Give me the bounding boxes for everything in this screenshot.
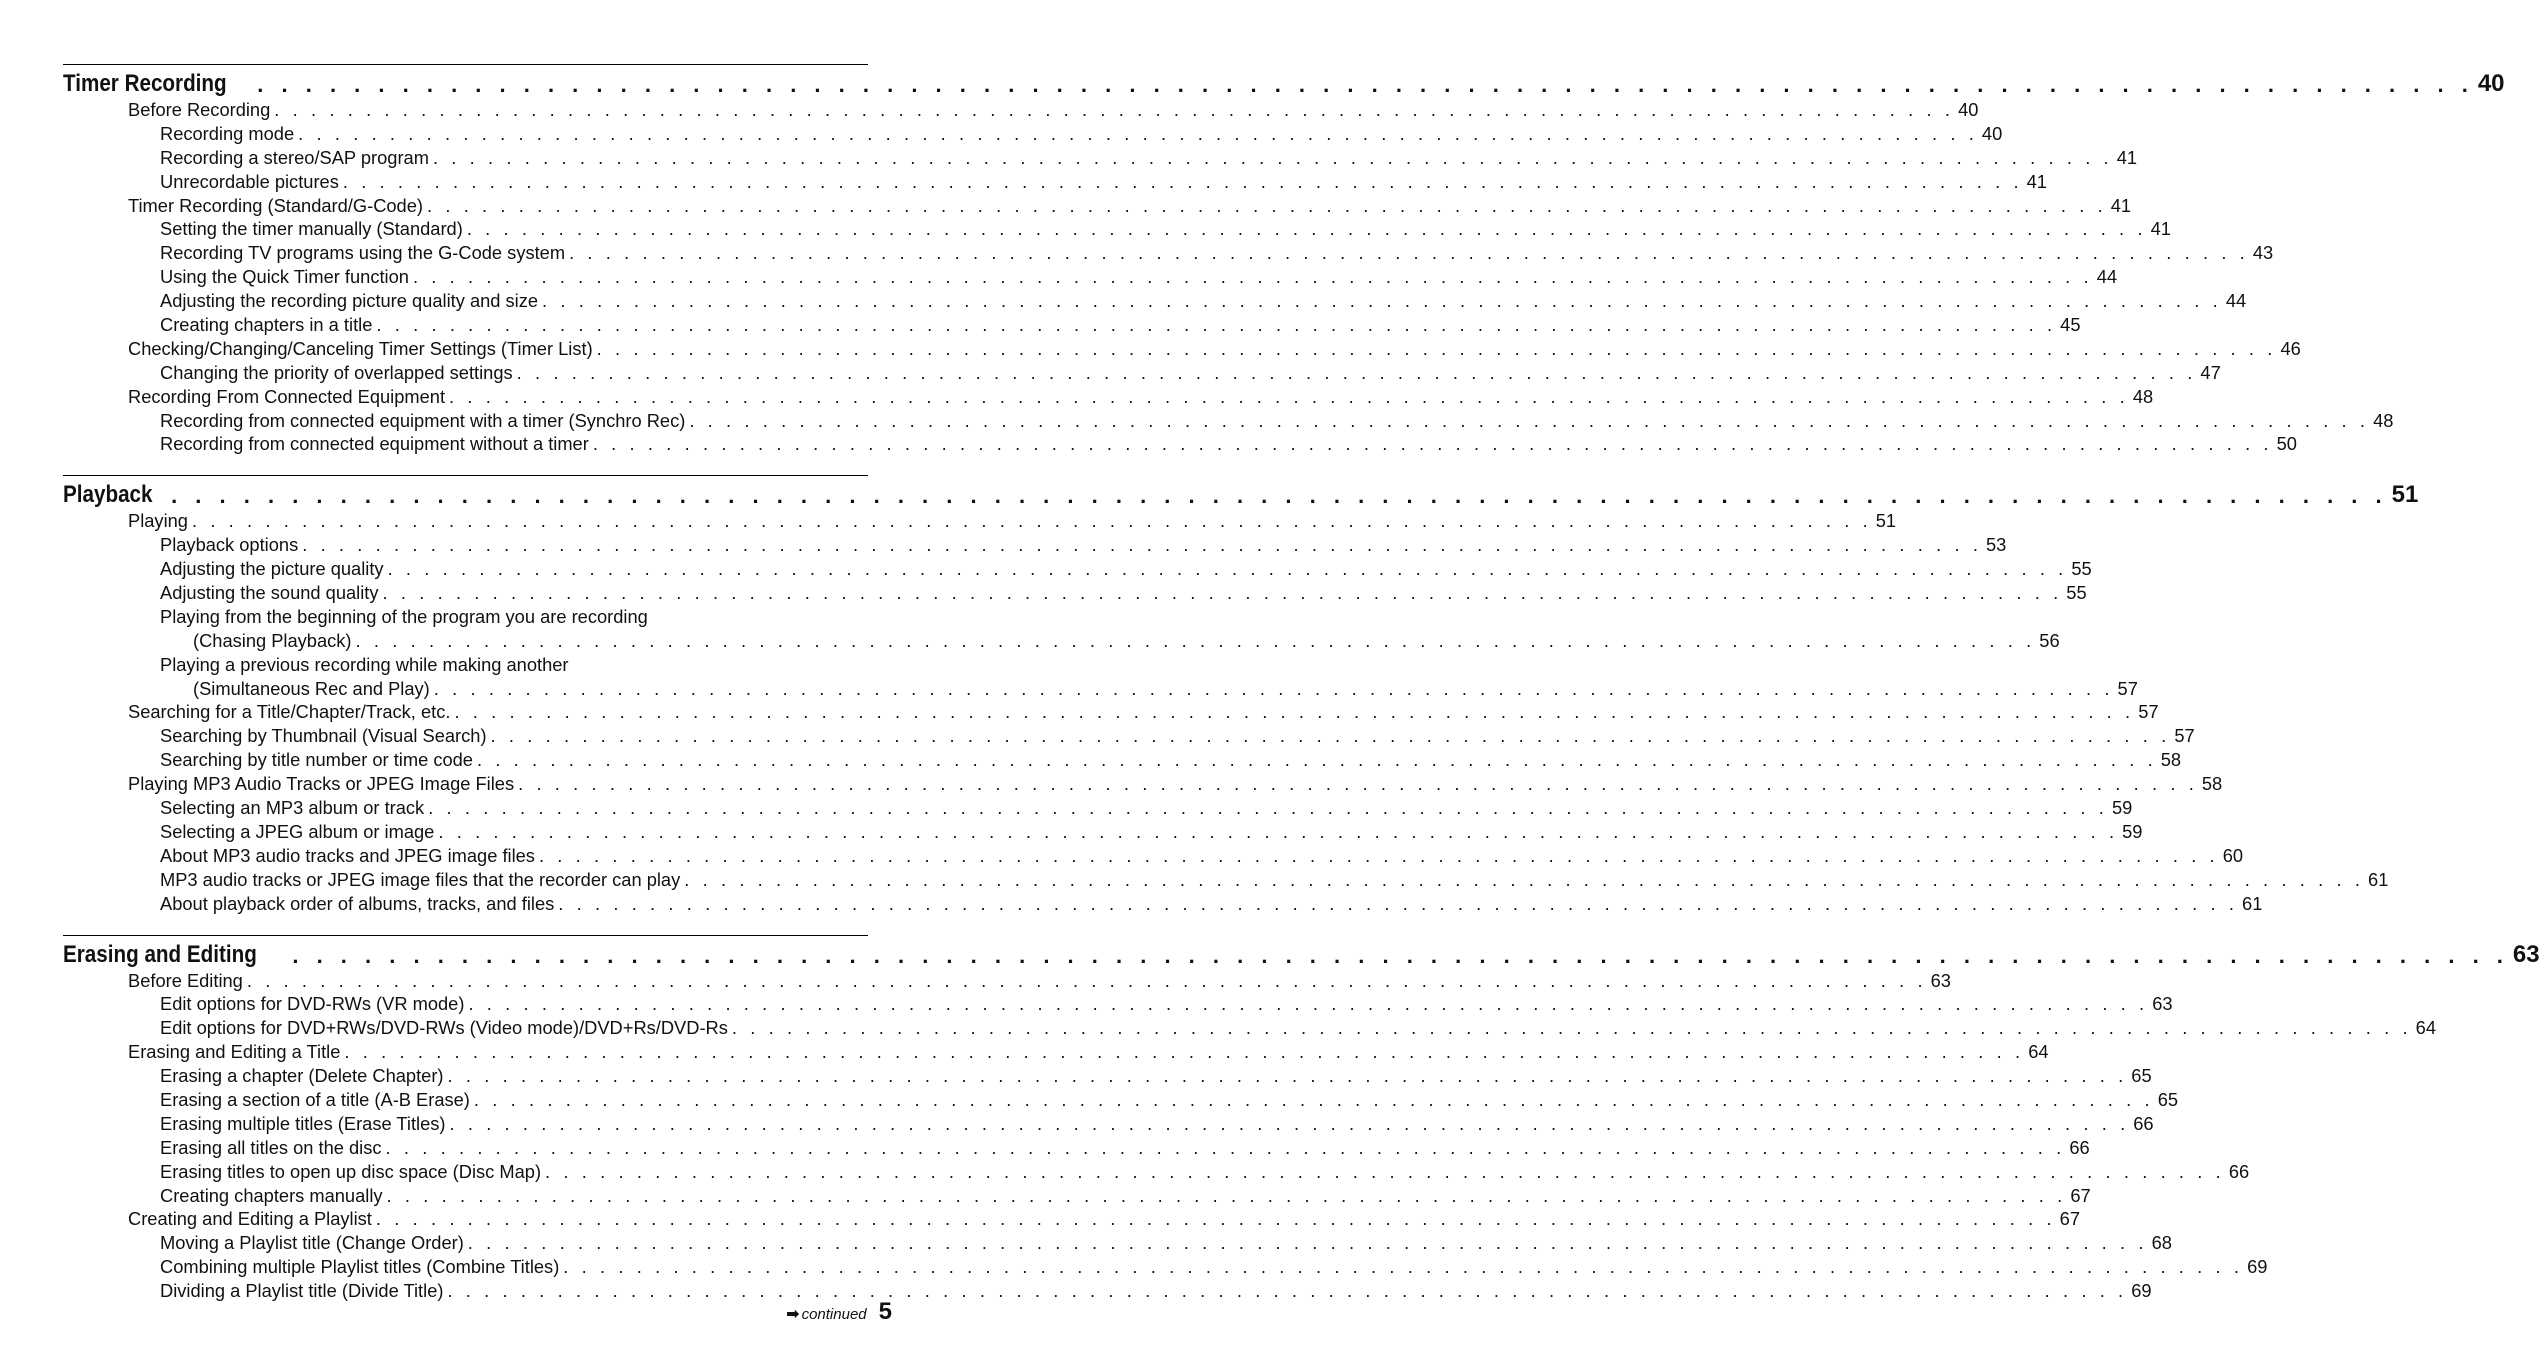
toc-entry[interactable] [63, 170, 2047, 194]
toc-entry[interactable] [63, 796, 2133, 820]
dot-leader: . . . . . . . . . . . . . . . . . . . . . . . . . . . . . . . . . . . . . . . . . . . . . . . . . . . . . . . . . . . . . . . . . . . . . . . . . . . . . . . . . . . . . . . . . . . . [731, 1017, 2412, 1039]
toc-entry[interactable] [63, 194, 2132, 218]
entry-page: 40 [1958, 99, 1979, 120]
entry-page: 41 [2150, 218, 2171, 240]
dot-leader: . . . . . . . . . . . . . . . . . . . . . . . . . . . . . . . . . . . . . . . . . . . . . . . . . . . . . . . . . . . . . . . . . . . . . . . . . . . . . . . . . . . . . . . . . . . . [467, 1232, 2148, 1254]
entry-page: 57 [2138, 701, 2159, 723]
toc-entry[interactable] [63, 772, 2223, 796]
entry-title: Before Recording [128, 99, 271, 120]
entry-title: Recording from connected equipment with a timer (Synchro Rec) [160, 409, 686, 431]
entry-page: 67 [2059, 1208, 2081, 1230]
dot-leader: . . . . . . . . . . . . . . . . . . . . . . . . . . . . . . . . . . . . . . . . . . . . . . . . . . . . . . . . . . . . . . . . . . . . . . . . . . . . . . . . . . . . . . . . . . . . [542, 290, 2222, 312]
entry-page: 69 [2247, 1256, 2268, 1278]
entry-page: 41 [2026, 170, 2047, 192]
toc-entry[interactable] [63, 533, 2007, 557]
dot-leader: . . . . . . . . . . . . . . . . . . . . . . . . . . . . . . . . . . . . . . . . . . . . . . . . . . . . . . . . . . . . . . . . . . . . . . . . . . . . . . . . . . . . . . . . . . . . [490, 725, 2171, 747]
dot-leader: . . . . . . . . . . . . . . . . . . . . . . . . . . . . . . . . . . . . . . . . . . . . . . . . . . . . . . . . . . . . . . . . . . . . . . . . . . . . . . . . . . . . . . . . . . . . [449, 385, 2129, 407]
entry-page: 43 [2252, 242, 2274, 264]
toc-entry[interactable] [63, 385, 2154, 409]
dot-leader: . . . . . . . . . . . . . . . . . . . . . . . . . . . . . . . . . . . . . . . . . . . . . . . . . . . . . . . . . . . . . . . . . . . . . . . . . . . . . . . . . . . . . . . . . . . . [171, 483, 2388, 509]
dot-leader: . . . . . . . . . . . . . . . . . . . . . . . . . . . . . . . . . . . . . . . . . . . . . . . . . . . . . . . . . . . . . . . . . . . . . . . . . . . . . . . . . . . . . . . . . . . . [689, 409, 2370, 431]
toc-entry[interactable] [63, 700, 2159, 724]
entry-title: Playing MP3 Audio Tracks or JPEG Image Files [128, 773, 515, 795]
dot-leader: . . . . . . . . . . . . . . . . . . . . . . . . . . . . . . . . . . . . . . . . . . . . . . . . . . . . . . . . . . . . . . . . . . . . . . . . . . . . . . . . . . . . . . . . . . . . [386, 1184, 2067, 1206]
entry-title: Adjusting the sound quality [160, 582, 379, 604]
section-heading[interactable] [63, 936, 2540, 969]
toc-section [63, 475, 2419, 915]
toc-entry[interactable] [63, 241, 2274, 265]
dot-leader: . . . . . . . . . . . . . . . . . . . . . . . . . . . . . . . . . . . . . . . . . . . . . . . . . . . . . . . . . . . . . . . . . . . . . . . . . . . . . . . . . . . . . . . . . . . . [538, 844, 2219, 866]
dot-leader: . . . . . . . . . . . . . . . . . . . . . . . . . . . . . . . . . . . . . . . . . . . . . . . . . . . . . . . . . . . . . . . . . . . . . . . . . . . . . . . . . . . . . . . . . . . . [592, 433, 2273, 455]
toc-entry[interactable] [63, 146, 2138, 170]
entry-page: 64 [2028, 1041, 2049, 1063]
toc-entry[interactable] [63, 677, 2138, 701]
toc-entry[interactable] [63, 581, 2087, 605]
entry-title: Recording TV programs using the G-Code system [160, 242, 566, 264]
toc-entry[interactable] [63, 1112, 2154, 1136]
entry-title: Erasing all titles on the disc [160, 1136, 382, 1158]
dot-leader: . . . . . . . . . . . . . . . . . . . . . . . . . . . . . . . . . . . . . . . . . . . . . . . . . . . . . . . . . . . . . . . . . . . . . . . . . . . . . . . . . . . . . . . . . . . . [447, 1065, 2128, 1087]
toc-entry[interactable] [63, 892, 2263, 916]
dot-leader: . . . . . . . . . . . . . . . . . . . . . . . . . . . . . . . . . . . . . . . . . . . . . . . . . . . . . . . . . . . . . . . . . . . . . . . . . . . . . . . . . . . . . . . . . . . . [274, 99, 1955, 120]
toc-entry[interactable] [63, 1136, 2090, 1160]
dot-leader: . . . . . . . . . . . . . . . . . . . . . . . . . . . . . . . . . . . . . . . . . . . . . . . . . . . . . . . . . . . . . . . . . . . . . . . . . . . . . . . . . . . . . . . . . . . . [684, 868, 2365, 890]
toc-entry[interactable] [63, 1064, 2152, 1088]
dot-leader: . . . . . . . . . . . . . . . . . . . . . . . . . . . . . . . . . . . . . . . . . . . . . . . . . . . . . . . . . . . . . . . . . . . . . . . . . . . . . . . . . . . . . . . . . . . . [376, 314, 2057, 336]
toc-entry[interactable] [63, 724, 2195, 748]
entry-title: (Chasing Playback) [193, 629, 352, 651]
toc-entry[interactable] [63, 1040, 2049, 1064]
dot-leader: . . . . . . . . . . . . . . . . . . . . . . . . . . . . . . . . . . . . . . . . . . . . . . . . . . . . . . . . . . . . . . . . . . . . . . . . . . . . . . . . . . . . . . . . . . . . [516, 361, 2197, 383]
section-page: 40 [2477, 70, 2505, 97]
entry-page: 55 [2071, 558, 2092, 580]
entry-page: 58 [2160, 749, 2182, 771]
toc-entry[interactable] [63, 337, 2301, 361]
entry-title: Erasing a chapter (Delete Chapter) [160, 1065, 444, 1087]
entry-title: Creating and Editing a Playlist [128, 1208, 372, 1230]
entry-title: Recording from connected equipment without a timer [160, 433, 589, 455]
entry-page: 57 [2117, 677, 2138, 699]
toc-entry[interactable] [63, 844, 2244, 868]
toc-entry[interactable] [63, 1279, 2152, 1303]
entry-page: 45 [2060, 314, 2081, 336]
entry-title: Edit options for DVD+RWs/DVD-RWs (Video mode)/DVD+Rs/DVD-Rs [160, 1017, 728, 1039]
dot-leader: . . . . . . . . . . . . . . . . . . . . . . . . . . . . . . . . . . . . . . . . . . . . . . . . . . . . . . . . . . . . . . . . . . . . . . . . . . . . . . . . . . . . . . . . . . . . [563, 1256, 2244, 1278]
entry-page: 44 [2225, 290, 2247, 312]
toc-entry[interactable] [63, 361, 2221, 385]
toc-entry[interactable] [63, 289, 2247, 313]
toc-entry[interactable] [63, 1016, 2437, 1040]
entry-title: Moving a Playlist title (Change Order) [160, 1232, 464, 1254]
toc-entry[interactable] [63, 217, 2171, 241]
section-heading[interactable] [63, 65, 2505, 98]
entry-title: Erasing multiple titles (Erase Titles) [160, 1112, 446, 1134]
section-title: Playback [63, 481, 153, 509]
entry-page: 58 [2201, 773, 2223, 795]
dot-leader: . . . . . . . . . . . . . . . . . . . . . . . . . . . . . . . . . . . . . . . . . . . . . . . . . . . . . . . . . . . . . . . . . . . . . . . . . . . . . . . . . . . . . . . . . . . . [447, 1280, 2128, 1302]
entry-title: Adjusting the picture quality [160, 558, 384, 580]
entry-page: 67 [2070, 1184, 2091, 1206]
page-number: 5 [878, 1298, 892, 1325]
entry-page: 53 [1986, 534, 2007, 556]
entry-page: 50 [2276, 433, 2297, 455]
entry-title: Playing a previous recording while making another [160, 653, 569, 675]
toc-entry[interactable] [63, 265, 2118, 289]
entry-page: 41 [2110, 194, 2132, 216]
entry-title: Adjusting the recording picture quality and size [160, 290, 539, 312]
entry-page: 65 [2157, 1088, 2179, 1110]
entry-page: 51 [1875, 510, 1897, 532]
entry-page: 68 [2151, 1232, 2172, 1254]
section-title: Erasing and Editing [63, 940, 257, 968]
entry-title: Changing the priority of overlapped settings [160, 361, 513, 383]
entry-title: Creating chapters in a title [160, 314, 373, 336]
entry-title: Recording From Connected Equipment [128, 385, 446, 407]
entry-title: (Simultaneous Rec and Play) [193, 677, 430, 699]
toc-entry[interactable] [63, 1207, 2081, 1231]
toc-entry[interactable] [63, 432, 2297, 456]
entry-title: Selecting a JPEG album or image [160, 820, 435, 842]
toc-entry[interactable] [63, 98, 1979, 122]
section-title: Timer Recording [63, 70, 227, 97]
table-of-contents [63, 64, 2540, 1303]
toc-entry[interactable] [63, 629, 2060, 653]
entry-page: 63 [2152, 993, 2173, 1015]
dot-leader: . . . . . . . . . . . . . . . . . . . . . . . . . . . . . . . . . . . . . . . . . . . . . . . . . . . . . . . . . . . . . . . . . . . . . . . . . . . . . . . . . . . . . . . . . . . . [191, 510, 1872, 532]
entry-page: 66 [2228, 1160, 2250, 1182]
entry-title: About playback order of albums, tracks, and files [160, 892, 555, 914]
toc-entry[interactable] [63, 122, 2003, 146]
dot-leader: . . . . . . . . . . . . . . . . . . . . . . . . . . . . . . . . . . . . . . . . . . . . . . . . . . . . . . . . . . . . . . . . . . . . . . . . . . . . . . . . . . . . . . . . . . . . [468, 993, 2149, 1015]
entry-page: 60 [2222, 844, 2244, 866]
entry-page: 61 [2368, 868, 2389, 890]
toc-entry[interactable] [63, 748, 2182, 772]
section-page: 63 [2512, 940, 2540, 968]
entry-title: Searching by title number or time code [160, 749, 473, 771]
dot-leader: . . . . . . . . . . . . . . . . . . . . . . . . . . . . . . . . . . . . . . . . . . . . . . . . . . . . . . . . . . . . . . . . . . . . . . . . . . . . . . . . . . . . . . . . . . . . [545, 1160, 2225, 1182]
toc-entry[interactable] [63, 557, 2092, 581]
entry-title: Erasing a section of a title (A-B Erase) [160, 1088, 470, 1110]
dot-leader: . . . . . . . . . . . . . . . . . . . . . . . . . . . . . . . . . . . . . . . . . . . . . . . . . . . . . . . . . . . . . . . . . . . . . . . . . . . . . . . . . . . . . . . . . . . . [438, 820, 2119, 842]
section-page: 51 [2391, 481, 2419, 509]
entry-title: Erasing titles to open up disc space (Disc Map) [160, 1160, 542, 1182]
dot-leader: . . . . . . . . . . . . . . . . . . . . . . . . . . . . . . . . . . . . . . . . . . . . . . . . . . . . . . . . . . . . . . . . . . . . . . . . . . . . . . . . . . . . . . . . . . . . [569, 242, 2249, 264]
entry-page: 69 [2131, 1280, 2152, 1302]
entry-title: Edit options for DVD-RWs (VR mode) [160, 993, 465, 1015]
dot-leader: . . . . . . . . . . . . . . . . . . . . . . . . . . . . . . . . . . . . . . . . . . . . . . . . . . . . . . . . . . . . . . . . . . . . . . . . . . . . . . . . . . . . . . . . . . . . [412, 266, 2093, 288]
entry-page: 64 [2415, 1017, 2437, 1039]
entry-title: Creating chapters manually [160, 1184, 383, 1206]
toc-entry[interactable] [63, 992, 2173, 1016]
toc-entry[interactable] [63, 1160, 2250, 1184]
toc-entry[interactable] [63, 409, 2394, 433]
entry-title: Searching for a Title/Chapter/Track, etc. [128, 701, 451, 723]
entry-page: 44 [2096, 266, 2118, 288]
dot-leader: . . . . . . . . . . . . . . . . . . . . . . . . . . . . . . . . . . . . . . . . . . . . . . . . . . . . . . . . . . . . . . . . . . . . . . . . . . . . . . . . . . . . . . . . . . . . [246, 969, 1927, 991]
entry-title: Recording mode [160, 122, 295, 144]
entry-title: Setting the timer manually (Standard) [160, 218, 463, 240]
entry-page: 66 [2133, 1112, 2154, 1134]
toc-section [63, 935, 2540, 1303]
entry-page: 63 [1930, 969, 1951, 991]
dot-leader: . . . . . . . . . . . . . . . . . . . . . . . . . . . . . . . . . . . . . . . . . . . . . . . . . . . . . . . . . . . . . . . . . . . . . . . . . . . . . . . . . . . . . . . . . . . . [428, 797, 2108, 819]
toc-section [63, 64, 2505, 456]
continued-label: continued [801, 1306, 867, 1323]
toc-entry[interactable] [63, 509, 1897, 533]
dot-leader: . . . . . . . . . . . . . . . . . . . . . . . . . . . . . . . . . . . . . . . . . . . . . . . . . . . . . . . . . . . . . . . . . . . . . . . . . . . . . . . . . . . . . . . . . . . . [292, 942, 2509, 968]
dot-leader: . . . . . . . . . . . . . . . . . . . . . . . . . . . . . . . . . . . . . . . . . . . . . . . . . . . . . . . . . . . . . . . . . . . . . . . . . . . . . . . . . . . . . . . . . . . . [449, 1112, 2130, 1134]
entry-page: 46 [2280, 337, 2301, 359]
dot-leader: . . . . . . . . . . . . . . . . . . . . . . . . . . . . . . . . . . . . . . . . . . . . . . . . . . . . . . . . . . . . . . . . . . . . . . . . . . . . . . . . . . . . . . . . . . . . [558, 892, 2239, 914]
dot-leader: . . . . . . . . . . . . . . . . . . . . . . . . . . . . . . . . . . . . . . . . . . . . . . . . . . . . . . . . . . . . . . . . . . . . . . . . . . . . . . . . . . . . . . . . . . . . [466, 218, 2147, 240]
entry-title: About MP3 audio tracks and JPEG image files [160, 844, 535, 866]
toc-entry[interactable] [63, 820, 2143, 844]
entry-title: Playing from the beginning of the program you are recording [160, 605, 648, 627]
dot-leader: . . . . . . . . . . . . . . . . . . . . . . . . . . . . . . . . . . . . . . . . . . . . . . . . . . . . . . . . . . . . . . . . . . . . . . . . . . . . . . . . . . . . . . . . . . . . [355, 629, 2036, 651]
entry-page: 47 [2200, 361, 2221, 383]
dot-leader: . . . . . . . . . . . . . . . . . . . . . . . . . . . . . . . . . . . . . . . . . . . . . . . . . . . . . . . . . . . . . . . . . . . . . . . . . . . . . . . . . . . . . . . . . . . . [387, 558, 2068, 580]
dot-leader: . . . . . . . . . . . . . . . . . . . . . . . . . . . . . . . . . . . . . . . . . . . . . . . . . . . . . . . . . . . . . . . . . . . . . . . . . . . . . . . . . . . . . . . . . . . . [433, 677, 2114, 699]
section-heading[interactable] [63, 476, 2419, 509]
entry-title: Combining multiple Playlist titles (Combine Titles) [160, 1256, 560, 1278]
entry-page: 57 [2174, 725, 2195, 747]
entry-page: 66 [2069, 1136, 2090, 1158]
toc-entry[interactable] [63, 868, 2389, 892]
entry-title: MP3 audio tracks or JPEG image files that the recorder can play [160, 868, 681, 890]
dot-leader: . . . . . . . . . . . . . . . . . . . . . . . . . . . . . . . . . . . . . . . . . . . . . . . . . . . . . . . . . . . . . . . . . . . . . . . . . . . . . . . . . . . . . . . . . . . . [344, 1041, 2025, 1063]
entry-title: Erasing and Editing a Title [128, 1041, 341, 1063]
entry-title: Unrecordable pictures [160, 170, 339, 192]
toc-entry[interactable] [63, 653, 868, 677]
entry-page: 48 [2132, 385, 2154, 407]
toc-entry[interactable] [63, 1088, 2179, 1112]
dot-leader: . . . . . . . . . . . . . . . . . . . . . . . . . . . . . . . . . . . . . . . . . . . . . . . . . . . . . . . . . . . . . . . . . . . . . . . . . . . . . . . . . . . . . . . . . . . . [476, 749, 2157, 771]
dot-leader: . . . . . . . . . . . . . . . . . . . . . . . . . . . . . . . . . . . . . . . . . . . . . . . . . . . . . . . . . . . . . . . . . . . . . . . . . . . . . . . . . . . . . . . . . . . . [298, 122, 1978, 144]
entry-page: 41 [2116, 146, 2138, 168]
toc-entry[interactable] [63, 969, 1951, 993]
entry-page: 40 [1981, 122, 2003, 144]
dot-leader: . . . . . . . . . . . . . . . . . . . . . . . . . . . . . . . . . . . . . . . . . . . . . . . . . . . . . . . . . . . . . . . . . . . . . . . . . . . . . . . . . . . . . . . . . . . . [518, 773, 2198, 795]
entry-title: Playback options [160, 534, 299, 556]
entry-page: 48 [2373, 409, 2394, 431]
page-footer [786, 1298, 892, 1326]
dot-leader: . . . . . . . . . . . . . . . . . . . . . . . . . . . . . . . . . . . . . . . . . . . . . . . . . . . . . . . . . . . . . . . . . . . . . . . . . . . . . . . . . . . . . . . . . . . . [426, 194, 2107, 216]
dot-leader: . . . . . . . . . . . . . . . . . . . . . . . . . . . . . . . . . . . . . . . . . . . . . . . . . . . . . . . . . . . . . . . . . . . . . . . . . . . . . . . . . . . . . . . . . . . . [385, 1136, 2066, 1158]
entry-title: Before Editing [128, 969, 243, 991]
entry-page: 55 [2066, 582, 2087, 604]
entry-title: Searching by Thumbnail (Visual Search) [160, 725, 487, 747]
continued-arrow-icon: ➡ [786, 1306, 800, 1323]
entry-title: Checking/Changing/Canceling Timer Settings (Timer List) [128, 337, 593, 359]
entry-title: Selecting an MP3 album or track [160, 797, 425, 819]
entry-title: Playing [128, 510, 188, 532]
entry-page: 59 [2122, 820, 2143, 842]
toc-entry[interactable] [63, 605, 868, 629]
dot-leader: . . . . . . . . . . . . . . . . . . . . . . . . . . . . . . . . . . . . . . . . . . . . . . . . . . . . . . . . . . . . . . . . . . . . . . . . . . . . . . . . . . . . . . . . . . . . [596, 337, 2277, 359]
entry-page: 61 [2242, 892, 2263, 914]
dot-leader: . . . . . . . . . . . . . . . . . . . . . . . . . . . . . . . . . . . . . . . . . . . . . . . . . . . . . . . . . . . . . . . . . . . . . . . . . . . . . . . . . . . . . . . . . . . . [342, 170, 2023, 192]
dot-leader: . . . . . . . . . . . . . . . . . . . . . . . . . . . . . . . . . . . . . . . . . . . . . . . . . . . . . . . . . . . . . . . . . . . . . . . . . . . . . . . . . . . . . . . . . . . . [375, 1208, 2056, 1230]
dot-leader: . . . . . . . . . . . . . . . . . . . . . . . . . . . . . . . . . . . . . . . . . . . . . . . . . . . . . . . . . . . . . . . . . . . . . . . . . . . . . . . . . . . . . . . . . . . . [302, 534, 1982, 556]
entry-page: 59 [2111, 797, 2133, 819]
dot-leader: . . . . . . . . . . . . . . . . . . . . . . . . . . . . . . . . . . . . . . . . . . . . . . . . . . . . . . . . . . . . . . . . . . . . . . . . . . . . . . . . . . . . . . . . . . . . [257, 72, 2474, 97]
toc-entry[interactable] [63, 1231, 2172, 1255]
entry-page: 56 [2039, 629, 2060, 651]
entry-title: Recording a stereo/SAP program [160, 146, 429, 168]
entry-page: 65 [2131, 1065, 2152, 1087]
dot-leader: . . . . . . . . . . . . . . . . . . . . . . . . . . . . . . . . . . . . . . . . . . . . . . . . . . . . . . . . . . . . . . . . . . . . . . . . . . . . . . . . . . . . . . . . . . . . [473, 1088, 2154, 1110]
dot-leader: . . . . . . . . . . . . . . . . . . . . . . . . . . . . . . . . . . . . . . . . . . . . . . . . . . . . . . . . . . . . . . . . . . . . . . . . . . . . . . . . . . . . . . . . . . . . [432, 146, 2113, 168]
toc-entry[interactable] [63, 1184, 2091, 1208]
entry-title: Using the Quick Timer function [160, 266, 409, 288]
toc-entry[interactable] [63, 1255, 2268, 1279]
dot-leader: . . . . . . . . . . . . . . . . . . . . . . . . . . . . . . . . . . . . . . . . . . . . . . . . . . . . . . . . . . . . . . . . . . . . . . . . . . . . . . . . . . . . . . . . . . . . [382, 582, 2063, 604]
toc-entry[interactable] [63, 313, 2081, 337]
entry-title: Timer Recording (Standard/G-Code) [128, 194, 423, 216]
entry-title: Dividing a Playlist title (Divide Title) [160, 1280, 444, 1302]
dot-leader: . . . . . . . . . . . . . . . . . . . . . . . . . . . . . . . . . . . . . . . . . . . . . . . . . . . . . . . . . . . . . . . . . . . . . . . . . . . . . . . . . . . . . . . . . . . . [454, 701, 2135, 723]
